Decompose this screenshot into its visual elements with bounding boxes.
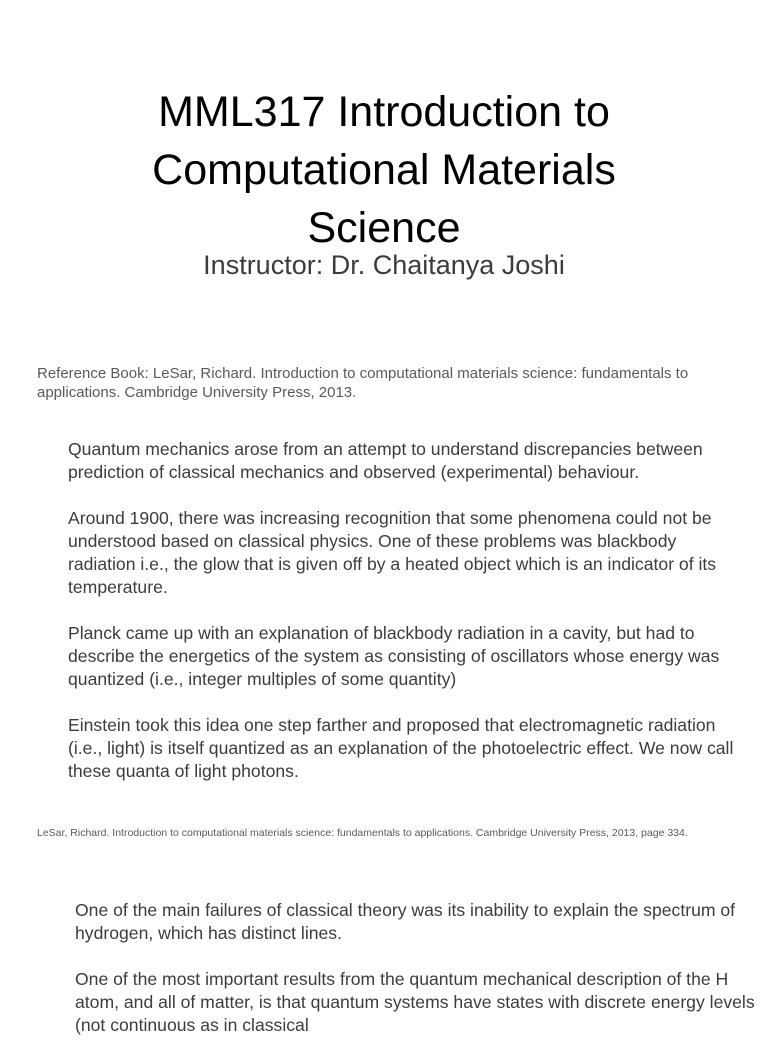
hydrogen-spectrum-text [75,899,755,1060]
paragraph-blackbody: Around 1900, there was increasing recognition that some phenomena could not be understood based on classical physics. One of these problems was blackbody radiation i.e., the glow that is given off by a heated object which is an indicator of its temperature. [68,508,717,597]
paragraph-einstein: Einstein took this idea one step farther and proposed that electromagnetic radiation (i.e., light) is itself quantized as an explanation of the photoelectric effect. We now call these quanta of light photons. [68,715,734,781]
paragraph-quantum-origin: Quantum mechanics arose from an attempt to understand discrepancies between prediction of classical mechanics and observed (experimental) behaviour. [68,439,703,482]
slide-title-line-3: Science [307,203,461,252]
paragraph-discrete-energy: One of the most important results from the quantum mechanical description of the H atom, and all of matter, is that quantum systems have states with discrete energy levels (not continuous as in classical [75,969,755,1035]
paragraph-hydrogen-failure: One of the main failures of classical theory was its inability to explain the spectrum of hydrogen, which has distinct lines. [75,900,736,943]
quantum-history-text [68,438,748,806]
reference-book-text: Reference Book: LeSar, Richard. Introduction to computational materials science: fundamentals to applications. Cambridge University Press, 2013. [37,365,689,401]
paragraph-planck: Planck came up with an explanation of blackbody radiation in a cavity, but had to describe the energetics of the system as consisting of oscillators whose energy was quantized (i.e., integer multiples of some quantity) [68,623,720,689]
instructor-subtitle: Instructor: Dr. Chaitanya Joshi [203,250,565,280]
slide-title-line-2: Computational Materials [152,145,616,194]
citation-footnote: LeSar, Richard. Introduction to computational materials science: fundamentals to applications. Cambridge University Press, 2013, page 334. [37,827,688,839]
slide-title-line-1: MML317 Introduction to [158,87,610,136]
slide-title [20,83,748,257]
